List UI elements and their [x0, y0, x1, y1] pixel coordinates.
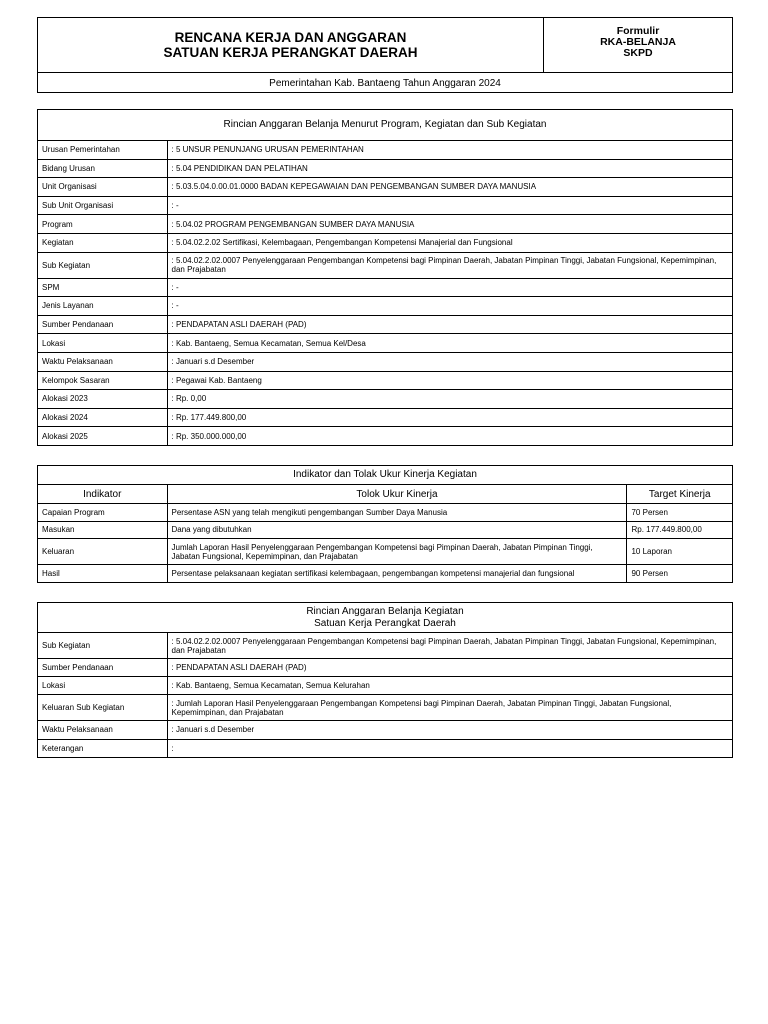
row-value: : Rp. 350.000.000,00 — [167, 427, 732, 445]
performance-indicator-section — [37, 465, 733, 583]
row-label: Lokasi — [38, 677, 167, 695]
row-label: Kegiatan — [38, 233, 167, 252]
row-value: : Jumlah Laporan Hasil Penyelenggaraan Pengembangan Kompetensi bagi Pimpinan Daerah, Jabatan Pimpinan Tinggi, Jabatan Fungsional, Kepemimpinan, dan Prajabatan — [167, 695, 732, 721]
row-value: : - — [167, 297, 732, 316]
indikator-cell: Hasil — [38, 565, 167, 582]
section-title: Indikator dan Tolak Ukur Kinerja Kegiatan — [38, 466, 732, 485]
section-title-line-1: Rincian Anggaran Belanja Kegiatan — [306, 605, 464, 617]
tolok-ukur-cell: Persentase ASN yang telah mengikuti pengembangan Sumber Daya Manusia — [167, 504, 627, 522]
table-row — [38, 427, 732, 445]
row-value: : PENDAPATAN ASLI DAERAH (PAD) — [167, 659, 732, 677]
row-value: : 5.04.02.2.02.0007 Penyelenggaraan Pengembangan Kompetensi bagi Pimpinan Daerah, Jabatan Pimpinan Tinggi, Jabatan Fungsional, Kepemimpinan, dan Prajabatan — [167, 252, 732, 278]
row-value: : Pegawai Kab. Bantaeng — [167, 371, 732, 390]
row-value: : 5 UNSUR PENUNJANG URUSAN PEMERINTAHAN — [167, 141, 732, 160]
target-cell: 90 Persen — [627, 565, 732, 582]
row-label: Keterangan — [38, 739, 167, 757]
table-row — [38, 390, 732, 409]
table-row — [38, 677, 732, 695]
row-label: Lokasi — [38, 334, 167, 353]
row-value: : 5.04.02.2.02 Sertifikasi, Kelembagaan, Pengembangan Kompetensi Manajerial dan Fungsional — [167, 233, 732, 252]
form-code-line: RKA-BELANJA — [600, 36, 676, 48]
form-header — [37, 17, 733, 93]
table-row — [38, 695, 732, 721]
table-row — [38, 233, 732, 252]
table-header-row — [38, 485, 732, 504]
target-cell: 10 Laporan — [627, 539, 732, 565]
table-row — [38, 315, 732, 334]
column-header-indikator: Indikator — [38, 485, 167, 504]
tolok-ukur-cell: Dana yang dibutuhkan — [167, 521, 627, 539]
indikator-cell: Masukan — [38, 521, 167, 539]
title-line-1: RENCANA KERJA DAN ANGGARAN — [174, 30, 407, 45]
table-row — [38, 178, 732, 197]
row-value: : - — [167, 196, 732, 215]
table-row — [38, 252, 732, 278]
row-value: : — [167, 739, 732, 757]
section-title-line-2: Satuan Kerja Perangkat Daerah — [314, 617, 456, 629]
row-label: SPM — [38, 278, 167, 297]
table-row — [38, 521, 732, 539]
table-row — [38, 721, 732, 739]
table-row — [38, 633, 732, 659]
table-row — [38, 297, 732, 316]
row-label: Kelompok Sasaran — [38, 371, 167, 390]
table-row — [38, 352, 732, 371]
row-label: Waktu Pelaksanaan — [38, 352, 167, 371]
row-value: : Rp. 0,00 — [167, 390, 732, 409]
table-row — [38, 196, 732, 215]
row-label: Keluaran Sub Kegiatan — [38, 695, 167, 721]
title-line-2: SATUAN KERJA PERANGKAT DAERAH — [163, 45, 418, 60]
table-row — [38, 334, 732, 353]
table-row — [38, 371, 732, 390]
indikator-cell: Keluaran — [38, 539, 167, 565]
row-value: : 5.04.02.2.02.0007 Penyelenggaraan Pengembangan Kompetensi bagi Pimpinan Daerah, Jabatan Pimpinan Tinggi, Jabatan Fungsional, Kepemimpinan, dan Prajabatan — [167, 633, 732, 659]
table-row — [38, 739, 732, 757]
table-row — [38, 159, 732, 178]
row-label: Sub Kegiatan — [38, 633, 167, 659]
row-label: Waktu Pelaksanaan — [38, 721, 167, 739]
table-row — [38, 659, 732, 677]
row-value: : 5.04 PENDIDIKAN DAN PELATIHAN — [167, 159, 732, 178]
row-value: : 5.04.02 PROGRAM PENGEMBANGAN SUMBER DAYA MANUSIA — [167, 215, 732, 234]
row-value: : Kab. Bantaeng, Semua Kecamatan, Semua Kel/Desa — [167, 334, 732, 353]
table-row — [38, 408, 732, 427]
row-value: : Kab. Bantaeng, Semua Kecamatan, Semua Kelurahan — [167, 677, 732, 695]
form-label: Formulir — [616, 25, 660, 37]
row-label: Alokasi 2024 — [38, 408, 167, 427]
table-row — [38, 278, 732, 297]
row-value: : 5.03.5.04.0.00.01.0000 BADAN KEPEGAWAIAN DAN PENGEMBANGAN SUMBER DAYA MANUSIA — [167, 178, 732, 197]
section-title: Rincian Anggaran Belanja Menurut Program, Kegiatan dan Sub Kegiatan — [38, 110, 732, 141]
row-label: Urusan Pemerintahan — [38, 141, 167, 160]
row-label: Sub Unit Organisasi — [38, 196, 167, 215]
row-value: : Rp. 177.449.800,00 — [167, 408, 732, 427]
row-label: Sumber Pendanaan — [38, 659, 167, 677]
budget-detail-section — [37, 109, 733, 446]
target-cell: 70 Persen — [627, 504, 732, 522]
section-title — [38, 603, 732, 633]
indikator-cell: Capaian Program — [38, 504, 167, 522]
row-label: Alokasi 2025 — [38, 427, 167, 445]
table-row — [38, 215, 732, 234]
form-unit-line: SKPD — [623, 47, 653, 59]
table-row — [38, 504, 732, 522]
row-value: : Januari s.d Desember — [167, 352, 732, 371]
form-code — [544, 18, 733, 73]
row-label: Jenis Layanan — [38, 297, 167, 316]
document-title — [38, 18, 544, 73]
table-row — [38, 565, 732, 582]
row-label: Alokasi 2023 — [38, 390, 167, 409]
tolok-ukur-cell: Persentase pelaksanaan kegiatan sertifikasi kelembagaan, pengembangan kompetensi manajerial dan fungsional — [167, 565, 627, 582]
row-value: : - — [167, 278, 732, 297]
row-label: Sub Kegiatan — [38, 252, 167, 278]
row-value: : PENDAPATAN ASLI DAERAH (PAD) — [167, 315, 732, 334]
row-label: Unit Organisasi — [38, 178, 167, 197]
target-cell: Rp. 177.449.800,00 — [627, 521, 732, 539]
fiscal-year-subtitle: Pemerintahan Kab. Bantaeng Tahun Anggaran 2024 — [38, 73, 732, 94]
activity-expenditure-section — [37, 602, 733, 758]
tolok-ukur-cell: Jumlah Laporan Hasil Penyelenggaraan Pengembangan Kompetensi bagi Pimpinan Daerah, Jabatan Pimpinan Tinggi, Jabatan Fungsional, Kepemimpinan, dan Prajabatan — [167, 539, 627, 565]
row-label: Sumber Pendanaan — [38, 315, 167, 334]
column-header-target: Target Kinerja — [627, 485, 732, 504]
row-value: : Januari s.d Desember — [167, 721, 732, 739]
row-label: Program — [38, 215, 167, 234]
table-row — [38, 141, 732, 160]
row-label: Bidang Urusan — [38, 159, 167, 178]
table-row — [38, 539, 732, 565]
column-header-tolok-ukur: Tolok Ukur Kinerja — [167, 485, 627, 504]
